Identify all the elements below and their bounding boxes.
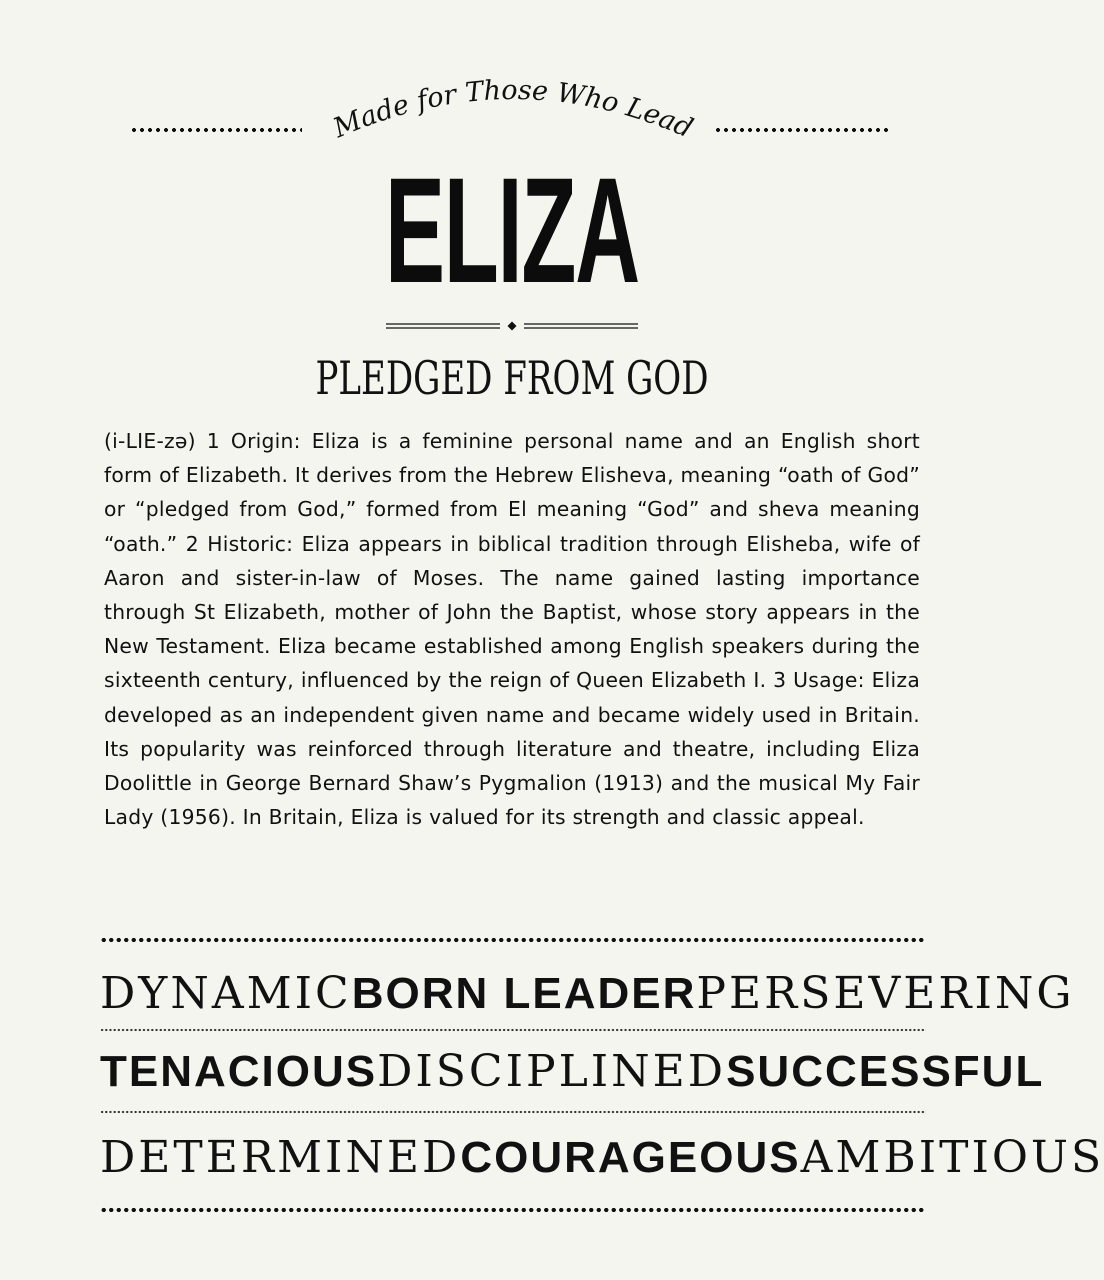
trait: DYNAMIC bbox=[100, 968, 352, 1019]
tagline-dots-left bbox=[130, 126, 302, 134]
name-meaning: PLEDGED FROM GOD bbox=[315, 351, 709, 405]
traits-row-2 bbox=[100, 1040, 1045, 1104]
diamond-icon bbox=[508, 322, 517, 331]
trait: SUCCESSFUL bbox=[726, 1047, 1045, 1096]
trait: PERSEVERING bbox=[696, 968, 1075, 1019]
diamond-ornament-divider bbox=[386, 318, 638, 334]
name-title: ELIZA bbox=[385, 146, 639, 314]
dotted-separator-top bbox=[100, 936, 926, 944]
trait: AMBITIOUS bbox=[800, 1132, 1104, 1183]
tagline-dots-right bbox=[714, 126, 890, 134]
svg-text:Made for Those Who Lead bbox=[328, 75, 697, 145]
trait: BORN LEADER bbox=[351, 969, 697, 1018]
trait: DETERMINED bbox=[100, 1132, 461, 1183]
dotted-separator-thin-2 bbox=[100, 1110, 926, 1114]
name-description: (i-LIE-zə) 1 Origin: Eliza is a feminine personal name and an English short form of Elizabeth. It derives from the Hebrew Elisheva, meaning “oath of God” or “pledged from God,” formed from El meaning “God” and sheva meaning “oath.” 2 Historic: Eliza appears in biblical tradition through Elisheba, wife of Aaron and sister-in-law of Moses. The name gained lasting importance through St Elizabeth, mother of John the Baptist, whose story appears in the New Testament. Eliza became established among English speakers during the sixteenth century, influenced by the reign of Queen Elizabeth I. 3 Usage: Eliza developed as an independent given name and became widely used in Britain. Its popularity was reinforced through literature and theatre, including Eliza Doolittle in George Bernard Shaw’s Pygmalion (1913) and the musical My Fair Lady (1956). In Britain, Eliza is valued for its strength and classic appeal. bbox=[104, 429, 920, 830]
trait: TENACIOUS bbox=[100, 1047, 378, 1096]
trait: DISCIPLINED bbox=[377, 1046, 727, 1097]
trait: COURAGEOUS bbox=[460, 1133, 801, 1182]
dotted-separator-thin-1 bbox=[100, 1028, 926, 1032]
traits-row-3 bbox=[100, 1126, 1104, 1190]
tagline-row bbox=[0, 60, 1024, 160]
dotted-separator-bottom bbox=[100, 1206, 926, 1214]
tagline bbox=[318, 60, 708, 160]
tagline-text: Made for Those Who Lead bbox=[328, 74, 698, 145]
traits-row-1 bbox=[100, 962, 1075, 1026]
